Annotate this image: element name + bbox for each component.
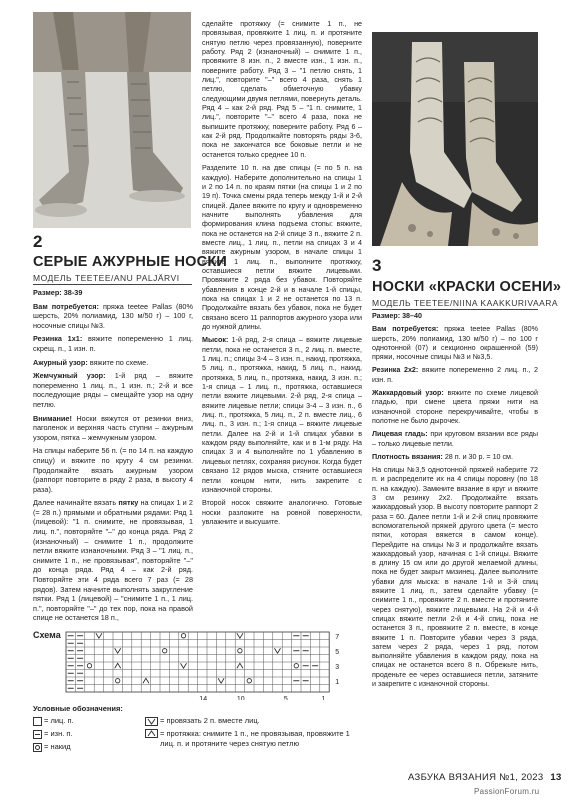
model-number-3: 3: [372, 256, 382, 275]
right-column: [372, 312, 538, 693]
pearl-text: 1-й ряд – вяжите попеременно 1 лиц. п., 1 изн. п.; 2-й и все последующие ряды – смещайте узор на одну петлю.: [33, 371, 193, 409]
density-label: Плотность вязания:: [372, 452, 443, 461]
left-column: [33, 288, 193, 627]
title-rule-3: [372, 309, 538, 310]
size-label-3: Размер:: [372, 312, 401, 320]
legend-item-knit: [33, 716, 143, 726]
rib-label-3: Резинка 2х2:: [372, 366, 419, 375]
knit-symbol-icon: [33, 717, 42, 726]
legend-yo-text: = накид: [44, 742, 71, 751]
rib-text-3: вяжите попеременно 2 лиц. п., 2 изн. п.: [372, 366, 538, 384]
magazine-name: АЗБУКА ВЯЗАНИЯ №1, 2023: [408, 772, 544, 783]
chart-col-number: 10: [236, 696, 245, 700]
legend-k2tog-text: = провязать 2 п. вместе лиц.: [160, 716, 260, 725]
chart-row-number: 5: [335, 648, 340, 656]
title-rule: [33, 284, 192, 285]
chart-label: Схема: [33, 630, 61, 640]
toe-text: 1-й ряд, 2-я спица – вяжите лицевые петли, пока не останется 3 п., 2 лиц. п. вместе, 1 лиц. п.; спицы 3-4 – 3 изн. п., накид, протяжка, 5 лиц. п., протяжка, накид, 5 лиц. п., накид, протяжка, 5 лиц. п., протяжка, накид, 3 изн. п.; 1-я спица – 1 лиц. п., протяжка, оставшиеся петли вяжите лицевыми. 2-й ряд, 2-я спица – вяжите лицевые петли; спицы 3-4 – 3 изн. п., 6 лиц. п., протяжка, 5 лиц. п., 2 п. вместе лиц., 6 лиц. п., 3 изн. п.; 1-я спица – вяжите лицевые петли. Далее на 2-й и 1-й спицах убавки в каждом ряду выполняйте, как и в 1-м ряду. На спицах 3 и 4 выполняйте по 1 убавлению в лицевых петлях, сохраняя рисунок. Когда будет связано 12 рядов мыска, стяните оставшиеся петли концом нити, нить закрепите с изнаночной стороны.: [202, 336, 362, 494]
pearl-label: Жемчужный узор:: [33, 371, 106, 381]
legend-item-yo: [33, 742, 143, 752]
stockinette-text: при круговом вязании все ряды – только лицевые петли.: [372, 430, 539, 448]
legend: [33, 704, 363, 751]
legend-knit-text: = лиц. п.: [44, 716, 74, 725]
page-number: 13: [550, 772, 562, 783]
chart-col-number: 14: [199, 696, 208, 700]
model-number: 2: [33, 232, 43, 251]
legend-title: Условные обозначения:: [33, 704, 123, 713]
k2tog-icon: [145, 717, 158, 726]
size-label: Размер:: [33, 288, 62, 297]
jacquard-text: вяжите по схеме лицевой гладью, при смене цвета пряжи нити на изнаночной стороне перекручивайте, чтобы в полотне не было дырочек.: [372, 389, 538, 425]
right-paragraph-1: На спицы №3,5 однотонной пряжей наберите 72 п. и распределите их на 4 спицы поровну (по 18 п. на каждую). Замкните вязание в круг и вяжите 3 см резинку 2х2. Продолжайте вязать жаккардовый узор. В высоту повторите раппорт 2 раза = 60. Далее петли 1-й и 2-й спиц провяжите вспомогательной пряжей другого цвета (= место пятки, которая вяжется в самом конце). Перейдите на спицы №3 и продолжайте вязать жаккардовый узор, начиная с 1-й спицы. Вяжите в длину 15 см или до другой желаемой длины, пока не будет закрыт мизинец. Далее выполните убавки для мыска: в начале 1-й и 3-й спиц вяжите 1 лиц. п., затем сделайте убавку (= снимите 1 п., провяжите 2 п. вместе и протяните через снятую), вяжите лицевыми. На 2-й и 4-й спицах вяжите петли 2-й и 4-й спиц, пока не останется 3 п., провяжите 2 п. вместе, в конце вяжите 1 п. Повторите убавки через 3 ряда, затем через 2 ряда, через 1 ряд, потом выполняйте убавления в каждом ряду, пока на спицах не останется всего 8 п. Обрежьте нить, проденьте ее через оставшиеся петли, затяните и закрепите с изнаночной стороны.: [372, 466, 538, 688]
knitting-chart: [60, 630, 360, 700]
lace-label: Ажурный узор:: [33, 357, 88, 367]
note-text: Носки вяжутся от резинки вниз, паголенок и верхняя часть ступни – ажурным узором, пятка – жемчужным узором.: [33, 413, 194, 442]
chart-col-number: 1: [321, 696, 326, 700]
chart-row-number: 1: [335, 678, 340, 686]
rib-text: вяжите попеременно 1 лиц. скрещ. п., 1 изн. п.: [33, 334, 194, 353]
size-value-3: 38–40: [402, 312, 422, 320]
model-designer-3: МОДЕЛЬ TEETEE/NIINA KAAKKURIVAARA: [372, 298, 559, 308]
photo-autumn-socks: [372, 32, 538, 246]
footer-magazine: [408, 772, 562, 783]
purl-symbol-icon: [33, 730, 42, 739]
toe-label: Мысок:: [202, 336, 229, 345]
middle-paragraph-2: Разделите 10 п. на две спицы (= по 5 п. на каждую). Наберите дополнительно на спицы 1 и 2 по 14 п. по краям пятки (на спицы 1 и 2 по 19 п). Точка смены ряда теперь между 1-й и 2-й спицей. Далее вяжите по кругу и одновременно начните выполнять убавления для формирования клина подъема стопы: вяжите, пока не останется на 2-й спице 3 п., вяжите 2 п. вместе лиц., 1 лиц. п., петли на спицах 3 и 4 вяжите ажурным узором, в начале спицы 1 вяжите 1 лиц. п., выполните протяжку, оставшиеся петли вяжите лицевыми. Провяжите 2 ряда без убавок. Повторяйте убавления в конце 2-й и в начале 1-й спицы, пока на спицах 1 и 2 не останется по 13 п. Продолжайте вязать без убавок, пока не будет связано всего 11 раппортов ажурного узора или до нужной длины.: [202, 164, 362, 331]
legend-skp-text: = протяжка: снимите 1 п., не провязывая, провяжите 1 лиц. п. и протяните через снятую петлю: [160, 729, 350, 748]
chart-col-number: 5: [283, 696, 288, 700]
middle-paragraph-4: Второй носок свяжите аналогично. Готовые носки разложите на ровной поверхности, увлажните и высушите.: [202, 499, 362, 526]
heel-word: пятку: [118, 498, 139, 508]
left-paragraph-1: На спицы наберите 56 п. (= по 14 п. на каждую спицу) и вяжите по кругу 4 см резинки. Продолжайте вязать ажурным узором (раппорт повторите в ряду 2 раза, в высоту 4 раза).: [33, 446, 193, 494]
watermark: PassionForum.ru: [474, 787, 540, 796]
yarn-text-3: пряжа teetee Pallas (80% шерсть, 20% полиамид, 130 м/50 г) – по 100 г однотонной (07) и секционно окрашенной (59) пряжи, носочные спицы №3 и №3,5.: [372, 325, 539, 362]
note-label: Внимание!: [33, 413, 72, 423]
legend-item-skp: [145, 729, 365, 749]
yarn-label: Вам потребуется:: [33, 301, 99, 311]
yarn-text: пряжа teetee Pallas (80% шерсть, 20% полиамид, 130 м/50 г) – 100 г, носочные спицы №3.: [33, 301, 193, 330]
jacquard-label: Жаккардовый узор:: [372, 389, 444, 398]
stockinette-label: Лицевая гладь:: [372, 430, 428, 439]
yarn-over-icon: [33, 743, 42, 752]
middle-paragraph-1: сделайте протяжку (= снимите 1 п., не провязывая, провяжите 1 лиц. п. и протяните снятую петлю через провязанную), поверните работу. Ряд 2 (изнаночный) – снимите 1 п., провяжите 8 изн. п., 2 вместе изн., 1 изн. п., поверните работу. Ряд 3 – "1 петлю снять, 1 лиц.", повторите "–" всего 4 раза, снять 1 петлю, сделать обметочную убавку следующими двумя петлями, повернуть деталь. Ряд 4 – как 2-й ряд. Ряд 5 – "1 п. снимите, 1 лиц.", повторите "–" всего 4 раза, пока не выпишите протяжку, поверните работу. Ряд 6 – как 2-й ряд. Продолжайте повторять ряды 3-6, пока не закончатся все боковые петли и не останется только среднее 10 п.: [202, 20, 362, 159]
middle-column: [202, 20, 362, 531]
p2a: Далее начинайте вязать: [33, 498, 119, 508]
middle-paragraph-3: [202, 336, 362, 495]
photo-gray-socks: [33, 12, 191, 228]
rib-label: Резинка 1х1:: [33, 334, 83, 344]
legend-purl-text: = изн. п.: [44, 729, 73, 738]
model-title-3: НОСКИ «КРАСКИ ОСЕНИ»: [372, 279, 562, 295]
left-paragraph-2: [33, 498, 193, 623]
chart-row-number: 7: [335, 633, 340, 641]
lace-text: вяжите по схеме.: [89, 357, 149, 367]
chart-row-number: 3: [335, 663, 340, 671]
legend-item-k2tog: [145, 716, 365, 726]
skp-icon: [145, 729, 158, 738]
yarn-label-3: Вам потребуется:: [372, 325, 439, 334]
model-designer: МОДЕЛЬ TEETEE/ANU PALJÄRVI: [33, 273, 180, 283]
density-text: 28 п. и 30 р. = 10 см.: [444, 452, 513, 461]
model-title: СЕРЫЕ АЖУРНЫЕ НОСКИ: [33, 254, 227, 270]
legend-item-purl: [33, 729, 143, 739]
size-value: 38-39: [63, 288, 83, 297]
p2c: на спицах 1 и 2 (= 28 п.) прямыми и обратными рядами: Ряд 1 (лицевой): "1 п. снимите, не провязывая, 1 лиц. п.", повторяйте "–" до конца ряда. Ряд 2 (изнаночный) – снимите 1 п., продолжите петли вяжите изнаночными. Ряд 3 – "1 лиц. п., снимите 1 п., не провязывая", повторяйте "–" до конца ряда. Ряд 4 – как 2-й ряд. Повторяйте эти 4 ряда всего 7 раз (= 28 рядов). Затем начните выполнять закругление пятки. Ряд 1 (лицевой) – "снимите 1 п., 1 лиц. п.", повторяйте "–" до тех пор, пока на правой спице не останется 18 п.,: [33, 498, 193, 623]
